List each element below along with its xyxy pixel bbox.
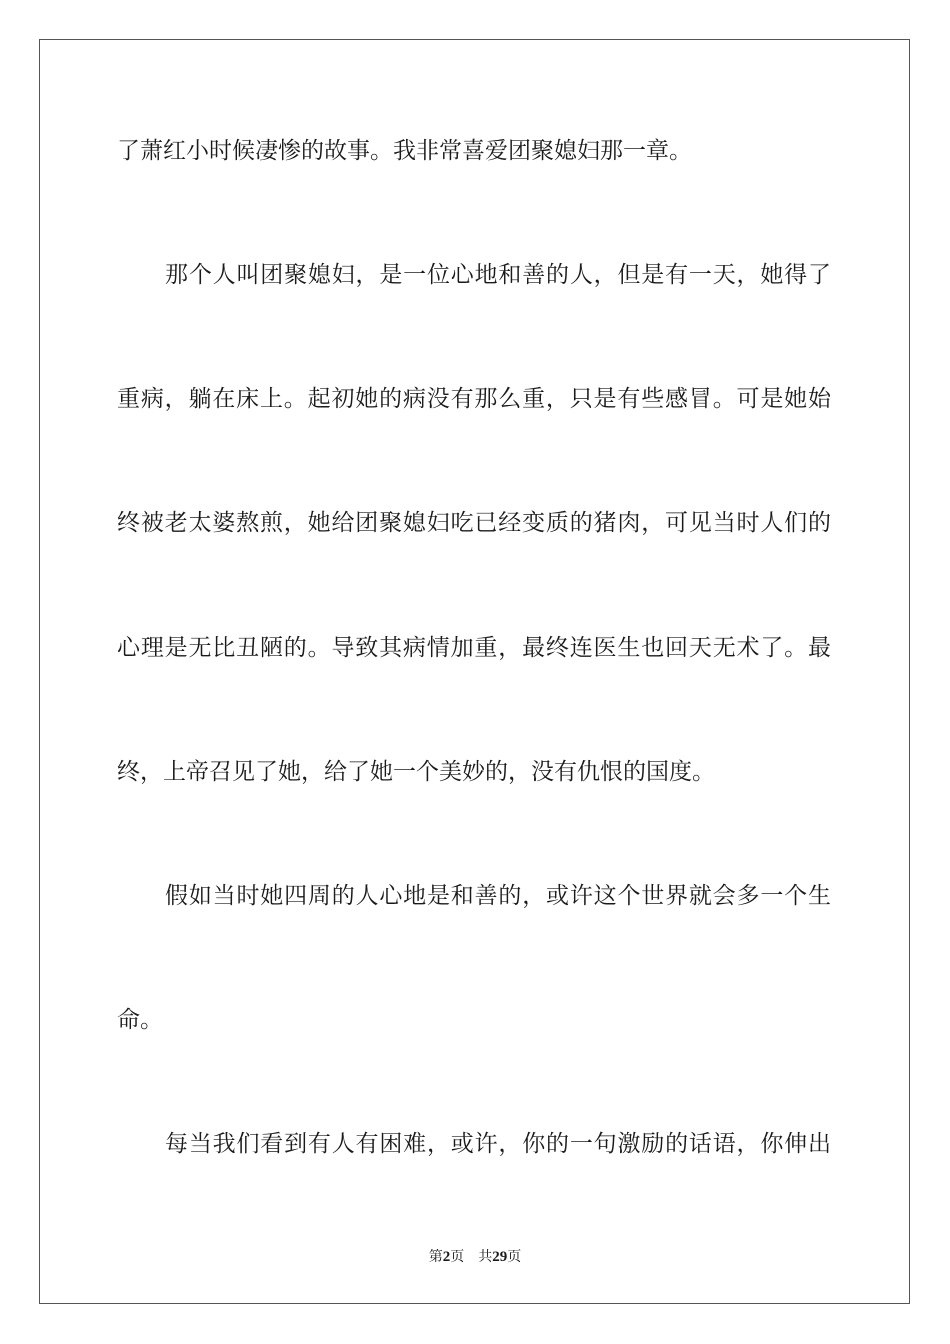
text-line-6: 终，上帝召见了她，给了她一个美妙的，没有仇恨的国度。 bbox=[117, 759, 715, 785]
text-line-3: 重病，躺在床上。起初她的病没有那么重，只是有些感冒。可是她始 bbox=[117, 386, 831, 412]
text-line-1: 了萧红小时候凄惨的故事。我非常喜爱团聚媳妇那一章。 bbox=[117, 138, 692, 164]
text-line-2: 那个人叫团聚媳妇，是一位心地和善的人，但是有一天，她得了 bbox=[165, 262, 831, 288]
text-line-5: 心理是无比丑陋的。导致其病情加重，最终连医生也回天无术了。最 bbox=[117, 635, 831, 661]
total-pages: 29 bbox=[492, 1249, 508, 1265]
page-prefix: 第 bbox=[428, 1249, 443, 1265]
page-footer bbox=[0, 1248, 950, 1266]
page-suffix: 页 bbox=[450, 1249, 465, 1265]
page-number: 2 bbox=[442, 1249, 451, 1265]
total-suffix: 页 bbox=[507, 1249, 522, 1265]
page-frame bbox=[39, 39, 910, 1304]
text-line-7: 假如当时她四周的人心地是和善的，或许这个世界就会多一个生 bbox=[165, 883, 831, 909]
text-line-4: 终被老太婆熬煎，她给团聚媳妇吃已经变质的猪肉，可见当时人们的 bbox=[117, 510, 831, 536]
text-line-9: 每当我们看到有人有困难，或许，你的一句激励的话语，你伸出 bbox=[165, 1131, 831, 1157]
total-prefix: 共 bbox=[478, 1249, 493, 1265]
text-line-8: 命。 bbox=[117, 1007, 163, 1033]
